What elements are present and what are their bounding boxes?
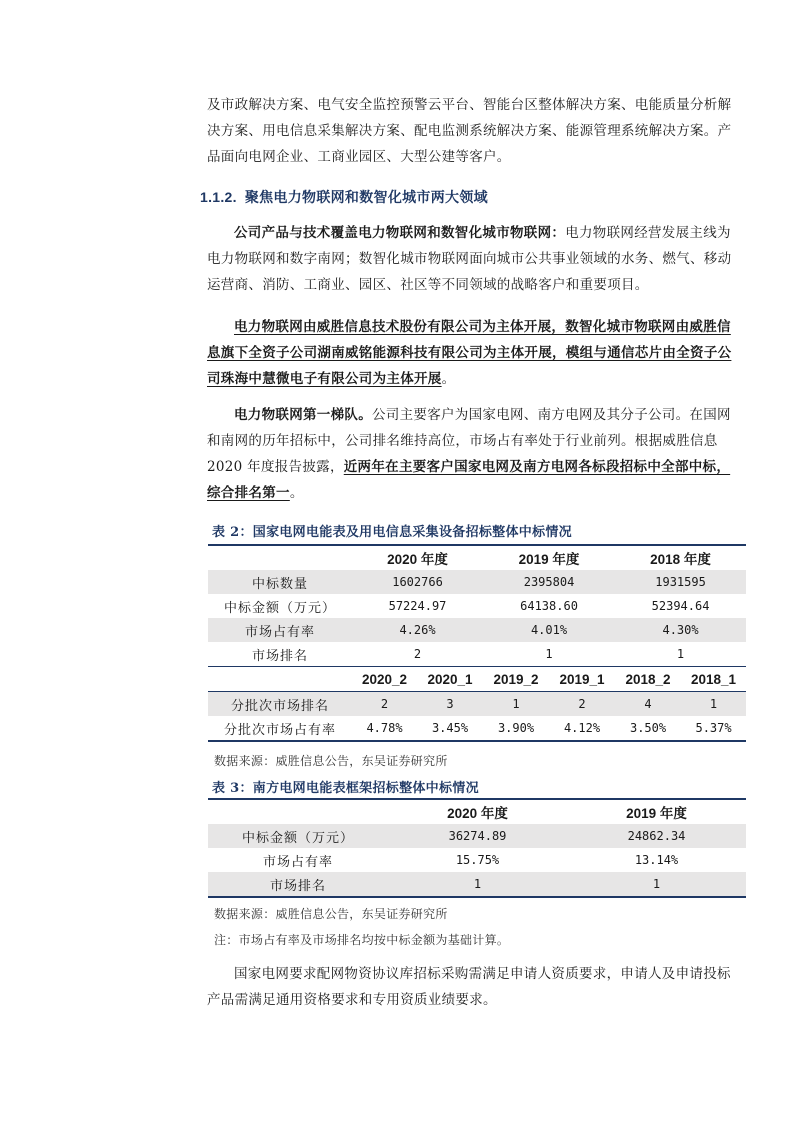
batch-label: 2019_2 (493, 671, 539, 687)
table-row (208, 618, 746, 642)
table-row (208, 692, 746, 717)
table-cell: 2395804 (483, 570, 615, 594)
table-cell: 15.75% (455, 853, 500, 867)
table-cell: 1 (681, 692, 746, 717)
ranking-lead: 电力物联网第一梯队。 (234, 407, 372, 423)
entities-end: 。 (441, 371, 456, 387)
table2-year: 2020 年度 (387, 552, 448, 567)
table-cell: 4.78% (366, 721, 403, 735)
products-lead: 公司产品与技术覆盖电力物联网和数智化城市物联网： (234, 225, 566, 241)
table-cell: 1931595 (615, 570, 746, 594)
table-cell: 1 (388, 872, 567, 897)
table-cell: 57224.97 (388, 599, 447, 613)
entities-text: 电力物联网由威胜信息技术股份有限公司为主体开展，数智化城市物联网由威胜信息旗下全资子公司湖南威铭能源科技有限公司为主体开展，模组与通信芯片由全资子公司珠海中慧微电子有限公司为主体开展 (207, 319, 732, 387)
table-cell: 1 (483, 692, 549, 717)
table-row (208, 848, 746, 872)
table-cell: 4.26% (352, 618, 483, 642)
table-cell: 1 (567, 872, 746, 897)
table-cell: 5.37% (695, 721, 732, 735)
table-cell: 4.30% (615, 618, 746, 642)
row-label: 市场排名 (251, 648, 308, 664)
ranking-text: 公司主要客户为国家电网、南方电网及其分子公司。在国网和南网的历年招标中，公司排名维持高位，市场占有率处于行业前列。根据威胜信息 2020 年度报告披露， (207, 407, 731, 475)
row-label: 中标数量 (208, 570, 352, 594)
table-row (208, 716, 746, 741)
table-cell: 13.14% (634, 853, 679, 867)
table-cell: 4.01% (483, 618, 615, 642)
table2-state-grid (208, 544, 746, 742)
table-cell: 3.50% (629, 721, 667, 735)
table-cell: 4 (615, 692, 681, 717)
table-cell: 4.12% (563, 721, 601, 735)
intro-paragraph: 及市政解决方案、电气安全监控预警云平台、智能台区整体解决方案、电能质量分析解决方案、用电信息采集解决方案、配电监测系统解决方案、能源管理系统解决方案。产品面向电网企业、工商业园区、大型公建等客户。 (207, 97, 732, 165)
section-heading (200, 187, 488, 207)
table-cell: 3 (417, 692, 483, 717)
batch-label: 2020_1 (427, 671, 473, 687)
table-cell: 1 (545, 647, 553, 661)
section-number: 1.1.2. (200, 189, 237, 205)
table-row (208, 594, 746, 618)
table-cell: 3.90% (497, 721, 535, 735)
table2-year: 2018 年度 (650, 552, 711, 567)
table2-source: 数据来源：威胜信息公告，东吴证券研究所 (214, 754, 448, 768)
products-text: 电力物联网经营发展主线为电力物联网和数字南网；数智化城市物联网面向城市公共事业领域的水务、燃气、移动运营商、消防、工商业、园区、社区等不同领域的战略客户和重要项目。 (207, 225, 732, 293)
table3-source: 数据来源：威胜信息公告，东吴证券研究所 (214, 907, 448, 921)
table-cell: 1 (676, 647, 685, 661)
batch-label: 2020_2 (361, 671, 408, 687)
table-cell: 24862.34 (567, 824, 746, 848)
table-cell: 52394.64 (651, 599, 710, 613)
batch-label: 2018_1 (691, 671, 737, 687)
table-cell: 2 (352, 692, 417, 717)
table3-note: 注：市场占有率及市场排名均按中标金额为基础计算。 (214, 933, 510, 947)
table-cell: 1602766 (352, 570, 483, 594)
table3-year-header (208, 799, 746, 824)
products-paragraph (207, 220, 743, 298)
section-title: 聚焦电力物联网和数智化城市两大领域 (244, 190, 488, 206)
row-label: 分批次市场占有率 (223, 722, 336, 738)
batch-label: 2018_2 (625, 671, 671, 687)
requirements-paragraph: 国家电网要求配网物资协议库招标采购需满足申请人资质要求，申请人及申请投标产品需满足通用资格要求和专用资质业绩要求。 (207, 966, 731, 1008)
ranking-highlight: 近两年在主要客户国家电网及南方电网各标段招标中全部中标，综合排名第一 (207, 459, 731, 501)
table-cell: 64138.60 (520, 599, 578, 613)
row-label: 市场占有率 (208, 618, 352, 642)
table3-caption: 表 3：南方电网电能表框架招标整体中标情况 (212, 781, 479, 796)
table-row (208, 824, 746, 848)
row-label: 市场占有率 (262, 854, 333, 870)
batch-label: 2019_1 (559, 671, 605, 687)
table-cell: 3.45% (431, 721, 469, 735)
table2-year: 2019 年度 (518, 552, 580, 567)
table2-batch-header (208, 667, 746, 692)
table-cell: 2 (413, 647, 422, 661)
table-row (208, 570, 746, 594)
table3-year: 2019 年度 (626, 806, 687, 821)
ranking-paragraph (207, 402, 743, 506)
table2-caption: 表 2：国家电网电能表及用电信息采集设备招标整体中标情况 (212, 525, 572, 540)
table-row (208, 642, 746, 667)
table-row (208, 872, 746, 897)
entities-paragraph (207, 314, 743, 392)
ranking-end: 。 (289, 485, 304, 501)
table-cell: 2 (549, 692, 615, 717)
table3-year: 2020 年度 (447, 806, 508, 821)
row-label: 分批次市场排名 (208, 692, 352, 717)
table3-southern-grid (208, 798, 746, 898)
row-label: 中标金额（万元） (223, 600, 336, 616)
table2-year-header (208, 545, 746, 570)
row-label: 市场排名 (208, 872, 388, 897)
table-cell: 36274.89 (388, 824, 567, 848)
row-label: 中标金额（万元） (208, 824, 388, 848)
